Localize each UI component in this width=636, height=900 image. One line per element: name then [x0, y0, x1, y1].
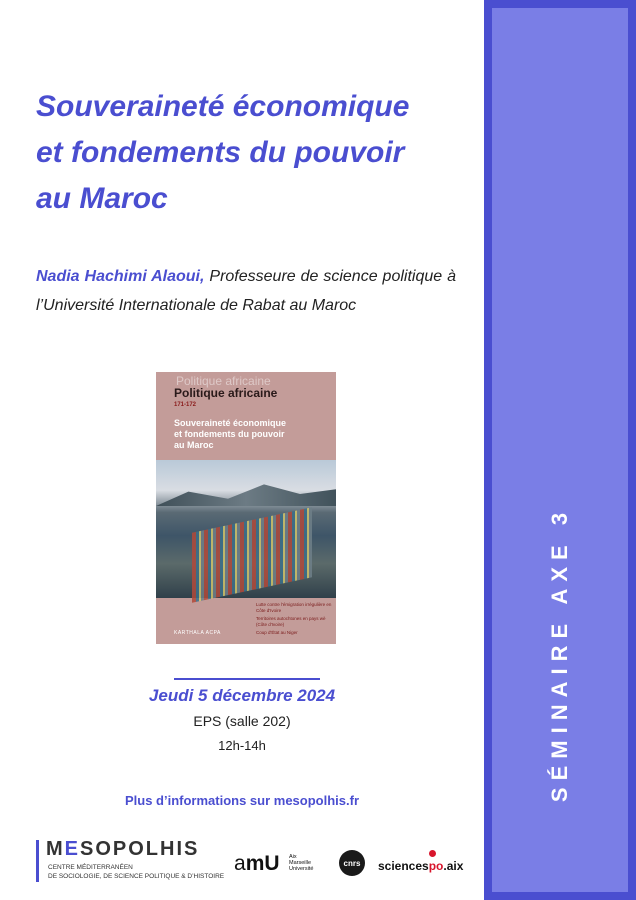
- cover-publisher: KARTHALA ACPA: [174, 630, 221, 636]
- mesopolhis-wordmark: MESOPOLHIS: [46, 838, 200, 860]
- amu-subtitle: Aix Marseille Université: [289, 854, 314, 872]
- sciencespo-aix-logo: sciencespo.aix: [378, 859, 463, 873]
- title-line-3: au Maroc: [36, 182, 168, 215]
- sidebar-label-wrap: [512, 484, 608, 824]
- cover-title-line-1: Souveraineté économique: [174, 418, 287, 428]
- sciencespo-figure-icon: [429, 850, 436, 857]
- cover-issue: 171-172: [174, 402, 197, 408]
- cover-contents-2: Territoires autochtones en pays wè (Côte d'Ivoire): [256, 616, 326, 627]
- amu-logo: [234, 852, 314, 876]
- mesopolhis-logo-bar: [36, 840, 39, 882]
- cover-contents-3: Coup d'État au Niger: [256, 630, 298, 635]
- divider: [174, 678, 320, 680]
- cover-title-line-2: et fondements du pouvoir: [174, 429, 285, 439]
- amu-wordmark: amU: [234, 852, 280, 875]
- mesopolhis-subtitle: CENTRE MÉDITERRANÉEN DE SOCIOLOGIE, DE SCIENCE POLITIQUE & D’HISTOIRE: [48, 864, 225, 880]
- cover-container-yard: [192, 507, 312, 603]
- sidebar-label: SÉMINAIRE AXE 3: [547, 505, 572, 803]
- cover-port-photo: [156, 460, 336, 598]
- speaker-role: Professeure de science politique à l’Université Internationale de Rabat au Maroc: [36, 268, 456, 314]
- event-time: 12h-14h: [218, 738, 266, 753]
- cover-title: [174, 418, 329, 451]
- title-line-2: et fondements du pouvoir: [36, 136, 405, 169]
- title-line-1: Souveraineté économique: [36, 90, 410, 123]
- cover-hills: [156, 482, 336, 506]
- cnrs-logo: cnrs: [339, 850, 365, 876]
- event-venue: EPS (salle 202): [193, 713, 291, 729]
- page-title: [36, 84, 466, 222]
- cover-contents-1: Lutte contre l'émigration irrégulière en Côte d'Ivoire: [256, 602, 332, 613]
- cover-contents: [256, 602, 332, 638]
- speaker-block: [36, 262, 456, 320]
- book-cover: [156, 372, 336, 644]
- cover-title-line-3: au Maroc: [174, 440, 214, 450]
- cover-journal-ghost: Politique africaine: [176, 374, 271, 388]
- speaker-name: Nadia Hachimi Alaoui,: [36, 268, 205, 285]
- event-date: Jeudi 5 décembre 2024: [148, 686, 336, 705]
- cover-journal-name: Politique africaine: [174, 386, 278, 400]
- more-info-link[interactable]: Plus d’informations sur mesopolhis.fr: [124, 793, 360, 808]
